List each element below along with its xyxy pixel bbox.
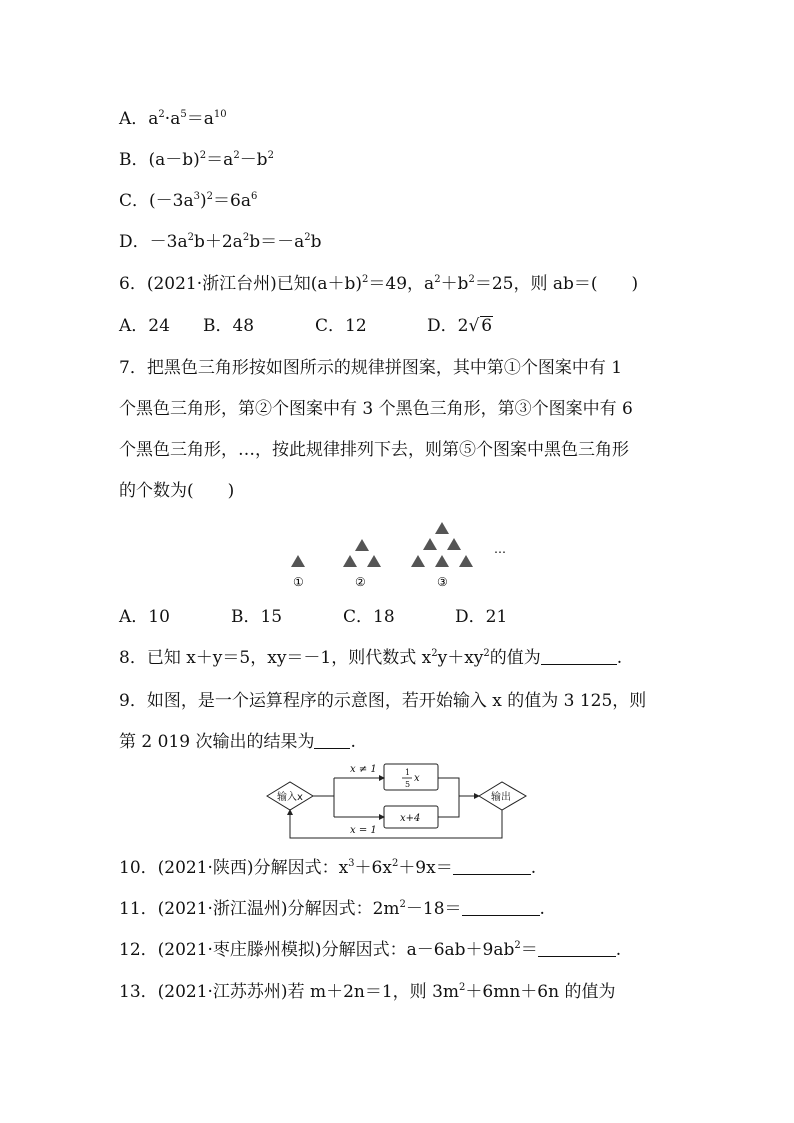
expr-text: ): [199, 191, 207, 211]
option-b: B．15: [231, 607, 283, 627]
q7-line-2: 个黑色三角形，第②个图案中有 3 个黑色三角形，第③个图案中有 6: [119, 399, 633, 419]
sqrt-symbol: √: [468, 316, 480, 336]
expr-text: ＝a: [206, 150, 234, 170]
pattern-1: [291, 555, 305, 567]
option-label: C．: [119, 191, 150, 211]
exponent: 2: [267, 150, 274, 161]
exponent: 2: [434, 274, 441, 285]
question-text: ＝: [520, 940, 538, 960]
op-bottom-label: x+4: [400, 813, 421, 824]
exponent: 2: [483, 648, 490, 659]
pattern-label-3: ③: [437, 575, 448, 589]
expr-text: b: [310, 232, 322, 252]
exponent: 2: [187, 232, 194, 243]
triangle: [411, 555, 425, 567]
expr-text: b＝－a: [249, 232, 305, 252]
exponent: 2: [362, 274, 369, 285]
exponent: 3: [193, 191, 200, 202]
input-label: 输入x: [277, 792, 303, 803]
exponent: 5: [180, 109, 187, 120]
q7-line-4: 的个数为( ): [119, 481, 235, 501]
expr-text: ＝6a: [213, 191, 251, 211]
question-text: 11．(2021·浙江温州)分解因式：2m: [119, 899, 400, 919]
triangle: [447, 538, 461, 550]
q5-option-a: [119, 107, 227, 131]
question-text: y＋xy: [437, 648, 484, 668]
question-text: 8．已知 x＋y＝5，xy＝－1，则代数式 x: [119, 648, 432, 668]
option-a: A．24: [119, 316, 170, 336]
expr-text: a: [148, 109, 159, 129]
exponent: 2: [304, 232, 311, 243]
pattern-label-2: ②: [355, 575, 366, 589]
exponent: 2: [158, 109, 165, 120]
q11-stem: [119, 897, 545, 921]
question-text: ＝49，a: [368, 274, 435, 294]
expr-text: b＋2a: [193, 232, 243, 252]
expr-text: －b: [239, 150, 268, 170]
expr-text: ＝a: [186, 109, 214, 129]
q13-stem: [119, 980, 615, 1004]
flowchart-figure: [262, 758, 534, 844]
answer-blank[interactable]: [314, 732, 350, 749]
option-d: D．21: [455, 607, 508, 627]
period: .: [350, 732, 356, 752]
q12-stem: [119, 938, 621, 962]
q7-line-3: 个黑色三角形，…，按此规律排列下去，则第⑤个图案中黑色三角形: [119, 440, 629, 460]
q7-line-1: 7．把黑色三角形按如图所示的规律拼图案，其中第①个图案中有 1: [119, 358, 623, 378]
question-text: ＋9x＝: [398, 858, 453, 878]
exponent: 2: [468, 274, 475, 285]
expr-text: －3a: [149, 232, 188, 252]
condition-top: x ≠ 1: [350, 764, 377, 775]
triangle: [355, 539, 369, 551]
fraction-variable: x: [414, 773, 420, 784]
exponent: 2: [459, 982, 466, 993]
output-label: 输出: [491, 792, 511, 803]
radicand: 6: [481, 316, 493, 336]
question-text: 10．(2021·陕西)分解因式：x: [119, 858, 349, 878]
exponent: 6: [250, 191, 258, 202]
pattern-label-1: ①: [293, 575, 304, 589]
option-d-text: D．2: [427, 316, 469, 336]
expr-text: (－3a: [149, 191, 194, 211]
op-box-top: [384, 764, 438, 790]
triangle-pattern-figure: [280, 515, 520, 595]
exponent: 2: [431, 648, 438, 659]
triangle: [459, 555, 473, 567]
option-label: D．: [119, 232, 150, 252]
q7-options: [119, 605, 507, 629]
period: .: [616, 648, 623, 668]
fraction-denominator: 5: [405, 780, 411, 789]
pattern-2: [343, 539, 381, 567]
exponent: 3: [348, 858, 355, 869]
q8-stem: [119, 646, 622, 670]
period: .: [539, 899, 545, 919]
answer-blank[interactable]: [462, 899, 540, 916]
question-text: 13．(2021·江苏苏州)若 m＋2n＝1，则 3m: [119, 982, 460, 1002]
expr-text: ·a: [164, 109, 181, 129]
exponent: 2: [514, 940, 521, 951]
fraction-numerator: 1: [405, 768, 411, 777]
pattern-3: [411, 522, 473, 567]
question-text: ＝25，则 ab＝( ): [474, 274, 639, 294]
exponent: 2: [242, 232, 250, 243]
expr-text: (a－b): [148, 150, 200, 170]
exponent: 2: [399, 899, 406, 910]
triangle: [367, 555, 381, 567]
q9-line-1: 9．如图，是一个运算程序的示意图，若开始输入 x 的值为 3 125，则: [119, 691, 647, 711]
question-text: ＋6mn＋6n 的值为: [465, 982, 616, 1002]
q5-option-d: [119, 230, 321, 254]
question-text: 第 2 019 次输出的结果为: [119, 732, 315, 752]
option-label: A．: [119, 109, 149, 129]
q10-stem: [119, 856, 536, 880]
option-a: A．10: [119, 607, 170, 627]
answer-blank[interactable]: [538, 940, 616, 957]
triangle: [435, 522, 449, 534]
connector: [438, 778, 459, 817]
period: .: [530, 858, 537, 878]
q5-option-c: [119, 189, 257, 213]
option-d: [427, 314, 493, 338]
option-c: C．12: [315, 316, 367, 336]
triangle: [343, 555, 357, 567]
triangle: [423, 538, 437, 550]
triangle: [435, 555, 449, 567]
exponent: 2: [206, 191, 213, 202]
option-b: B．48: [203, 316, 255, 336]
question-text: ＋6x: [354, 858, 392, 878]
option-label: B．: [119, 150, 149, 170]
answer-blank[interactable]: [453, 858, 531, 875]
question-text: －18＝: [405, 899, 462, 919]
q6-stem: [119, 272, 638, 296]
q6-options: [119, 314, 493, 338]
answer-blank[interactable]: [541, 648, 617, 665]
question-text: 6．(2021·浙江台州)已知(a＋b): [119, 274, 363, 294]
exponent: 2: [391, 858, 399, 869]
exponent: 2: [233, 150, 240, 161]
ellipsis: …: [494, 542, 506, 556]
condition-bottom: x = 1: [350, 825, 377, 836]
exponent: 2: [199, 150, 207, 161]
exponent: 10: [213, 109, 227, 120]
question-text: 12．(2021·枣庄滕州模拟)分解因式：a－6ab＋9ab: [119, 940, 515, 960]
triangle: [291, 555, 305, 567]
period: .: [615, 940, 622, 960]
question-text: ＋b: [440, 274, 469, 294]
q9-line-2: [119, 730, 356, 754]
option-c: C．18: [343, 607, 395, 627]
question-text: 的值为: [489, 648, 541, 668]
q5-option-b: [119, 148, 274, 172]
